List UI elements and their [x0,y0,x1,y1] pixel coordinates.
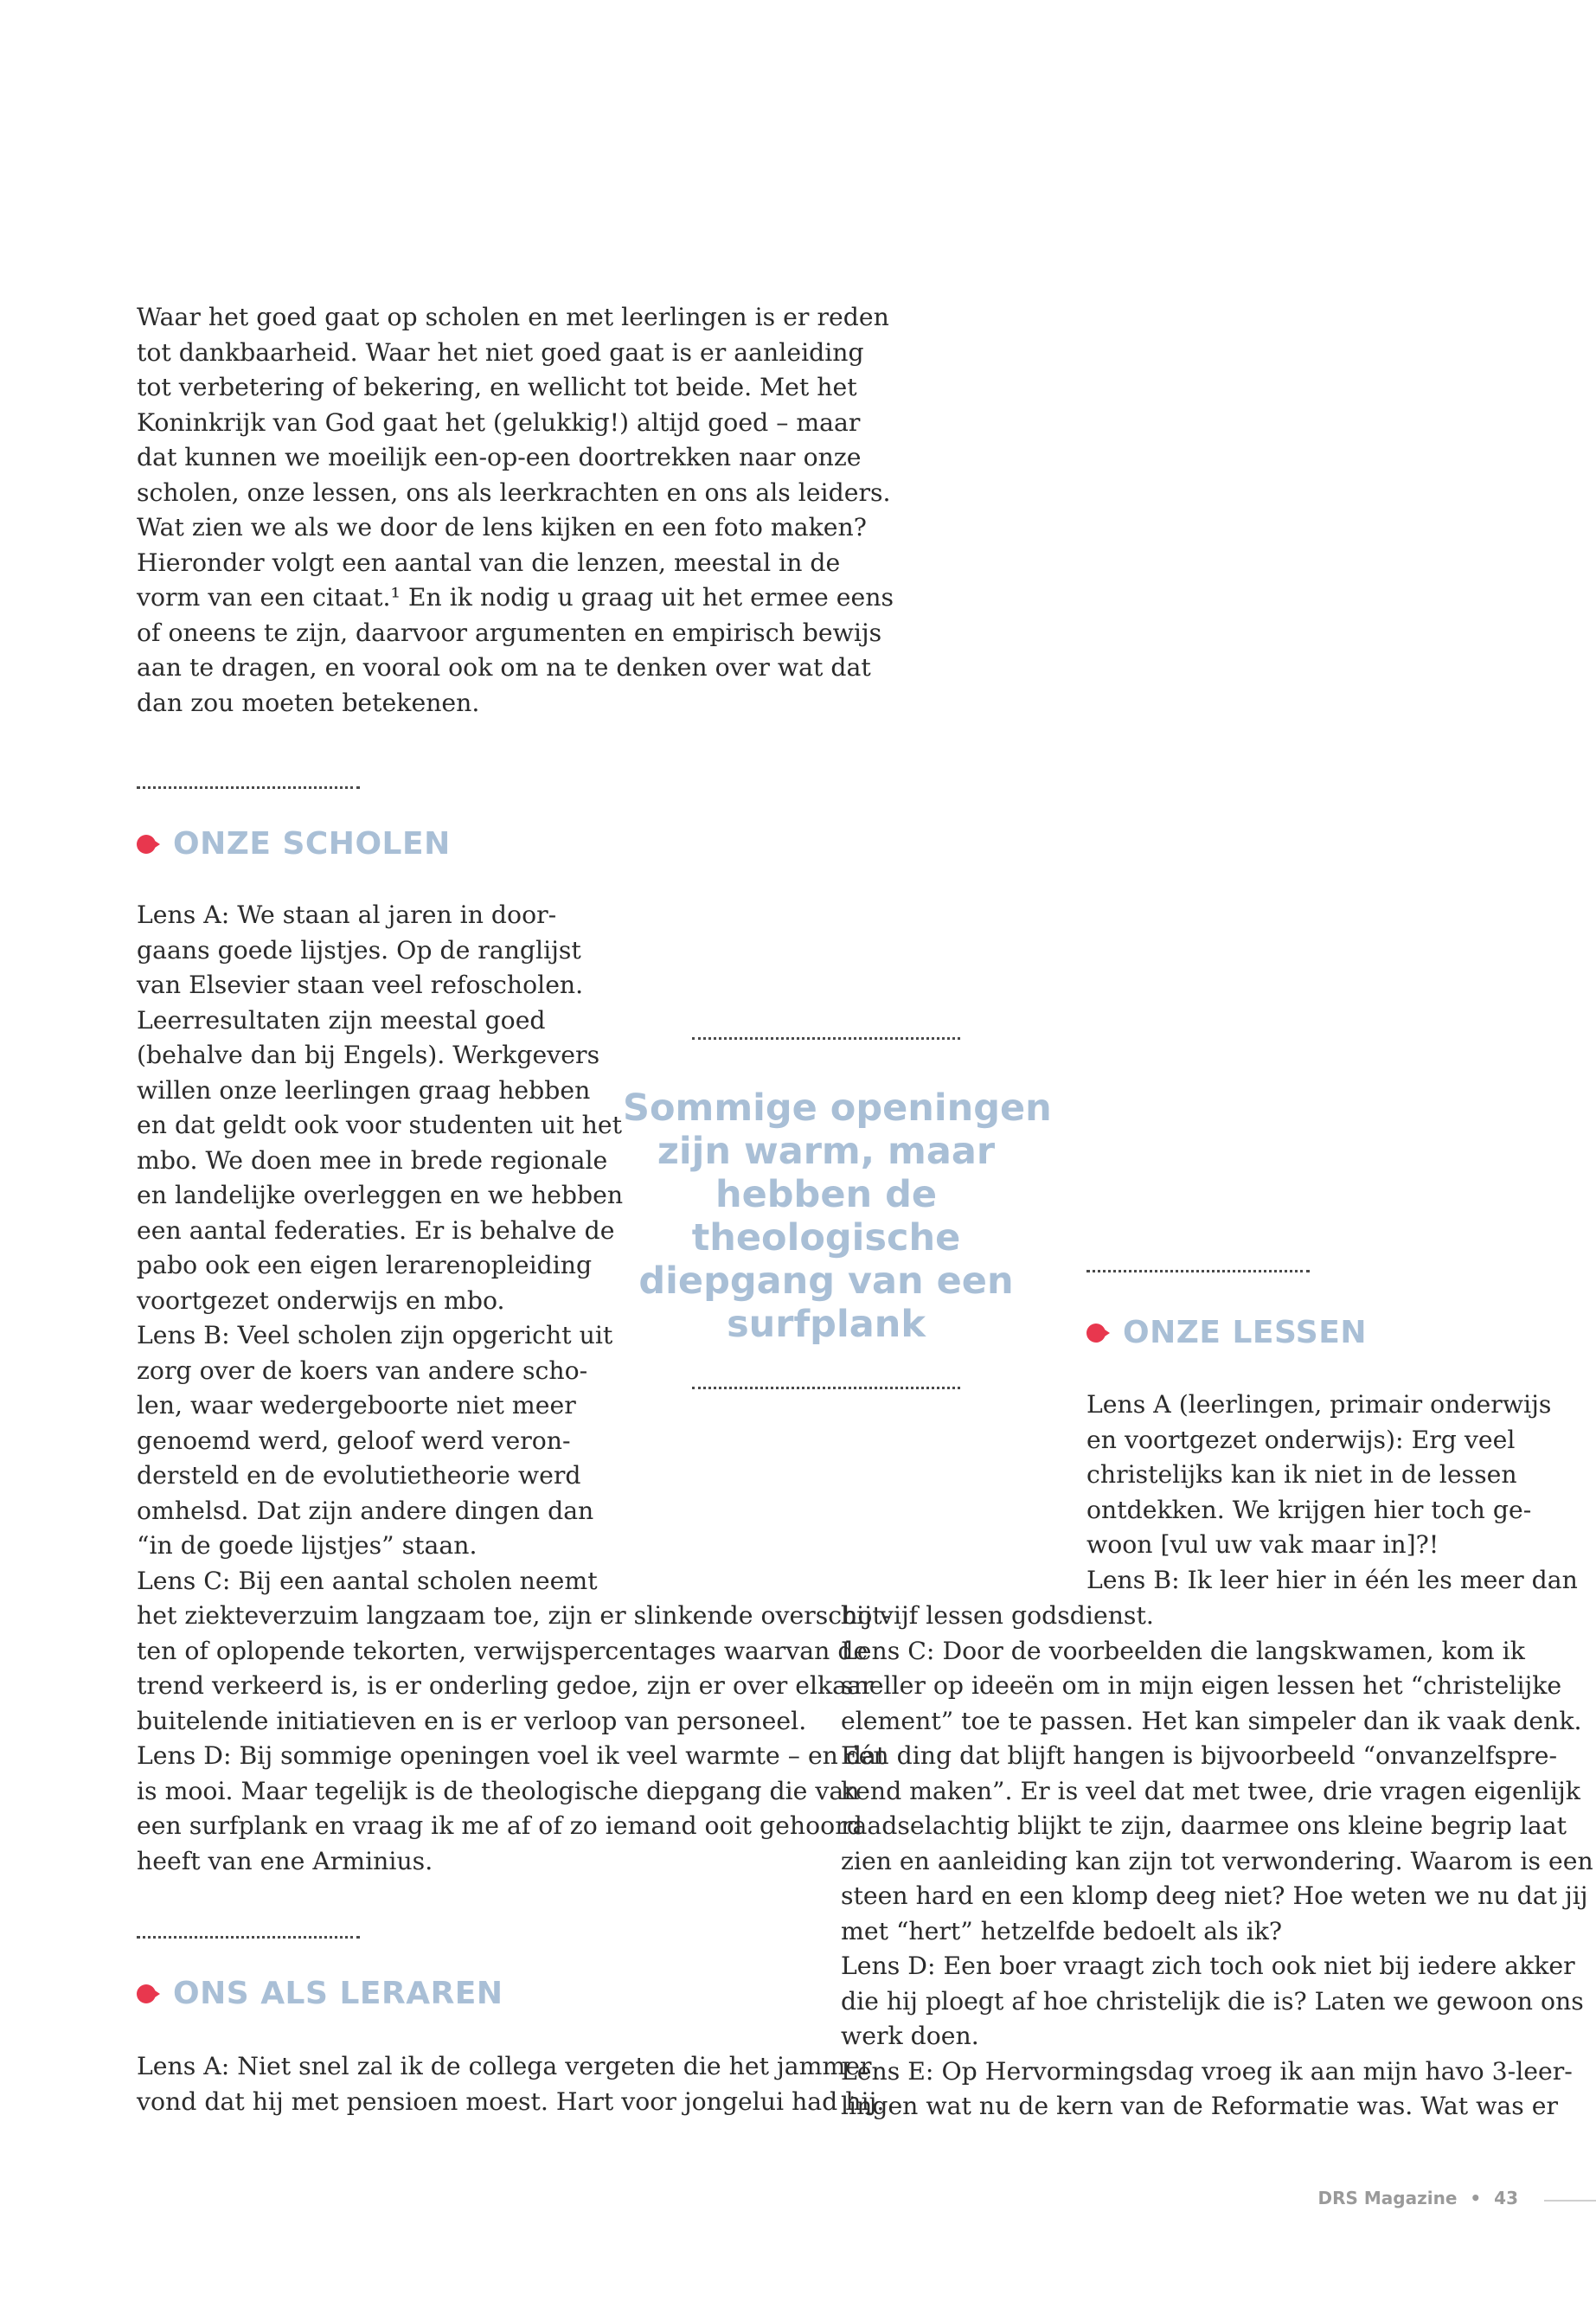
section-divider [137,786,360,789]
onze-scholen-text-continued: het ziekteverzuim langzaam toe, zijn er slinkende overschot- ten of oplopende tekorten, verwijspercentages waarvan de trend verkeerd is, is er onderling gedoe, zijn er over elkaar buitelende initiatieven en is er verloop van personeel. Lens D: Bij sommige openingen voel ik veel warmte – en dat is mooi. Maar tegelijk is de theologische diepgang die van een surfplank en vraag ik me af of zo iemand ooit gehoord heeft van ene Arminius. [137,1601,891,1875]
onze-lessen-text: Lens A (leerlingen, primair onderwijs en voortgezet onderwijs): Erg veel christelijks kan ik niet in de lessen ontdekken. We krijgen hier toch ge- woon [vul uw vak maar in]?! Lens B: Ik leer hier in één les meer dan [1086,1390,1578,1594]
ons-als-leraren-text: Lens A: Niet snel zal ik de collega vergeten die het jammer vond dat hij met pensioen moest. Hart voor jongelui had hij. [137,2052,885,2116]
onze-lessen-text-continued: bij vijf lessen godsdienst. Lens C: Door de voorbeelden die langskwamen, kom ik sneller op ideeën om in mijn eigen lessen het “christelijke element” toe te passen. Het kan simpeler dan ik vaak denk. Eén ding dat blijft hangen is bijvoorbeeld “onvanzelfspre- kend maken”. Er is veel dat met twee, drie vragen eigenlijk raadselachtig blijkt te zijn, daarmee ons kleine begrip laat zien en aanleiding kan zijn tot verwondering. Waarom is een steen hard en een klomp deeg niet? Hoe weten we nu dat jij met “hert” hetzelfde bedoelt als ik? Lens D: Een boer vraagt zich toch ook niet bij iedere akker die hij ploegt af hoe christelijk die is? Laten we gewoon ons werk doen. Lens E: Op Hervormingsdag vroeg ik aan mijn havo 3-leer- lingen wat nu de kern van de Reformatie was. Wat was er [841,1601,1593,2120]
quote-divider-top [692,1037,960,1040]
section-divider [1086,1270,1310,1272]
page-number: 43 [1494,2188,1518,2208]
onze-scholen-text: Lens A: We staan al jaren in door- gaans goede lijstjes. Op de ranglijst van Elsevier staan veel refoscholen. Leerresultaten zijn meestal goed (behalve dan bij Engels). Werkgevers willen onze leerlingen graag hebben en dat geldt ook voor studenten uit het mbo. We doen mee in brede regionale en landelijke overleggen en we hebben een aantal federaties. Er is behalve de pabo ook een eigen lerarenopleiding voortgezet onderwijs en mbo. Lens B: Veel scholen zijn opgericht uit zorg over de koers van andere scho- len, waar wedergeboorte niet meer genoemd werd, geloof werd veron- dersteld en de evolutietheorie werd omhelsd. Dat zijn andere dingen dan “in de goede lijstjes” staan. Lens C: Bij een aantal scholen neemt [137,901,624,1595]
quote-divider-bottom [692,1387,960,1389]
pull-quote: Sommige openingen zijn warm, maar hebben de theologische diepgang van een surfplank [623,1086,1052,1346]
heading-onze-scholen: ONZE SCHOLEN [173,826,451,862]
section-bullet-icon [1086,1324,1106,1343]
section-bullet-icon [137,835,156,854]
heading-ons-als-leraren: ONS ALS LERAREN [173,1976,503,2011]
section-bullet-icon [137,1984,156,2003]
section-divider [137,1936,360,1939]
intro-paragraph: Waar het goed gaat op scholen en met leerlingen is er reden tot dankbaarheid. Waar het niet goed gaat is er aanleiding tot verbetering of bekering, en wellicht tot beide. Met het Koninkrijk van God gaat het (gelukkig!) altijd goed – maar dat kunnen we moeilijk een-op-een doortrekken naar onze scholen, onze lessen, ons als leerkrachten en ons als leiders. Wat zien we als we door de lens kijken en een foto maken? Hieronder volgt een aantal van die lenzen, meestal in de vorm van een citaat.¹ En ik nodig u graag uit het ermee eens of oneens te zijn, daarvoor argumenten en empirisch bewijs aan te dragen, en vooral ook om na te denken over wat dat dan zou moeten betekenen. [137,303,894,717]
footer-separator: • [1470,2188,1482,2208]
page-footer [1254,2188,1518,2208]
magazine-name: DRS Magazine [1317,2188,1458,2208]
heading-onze-lessen: ONZE LESSEN [1123,1315,1367,1350]
footer-rule [1544,2200,1596,2202]
